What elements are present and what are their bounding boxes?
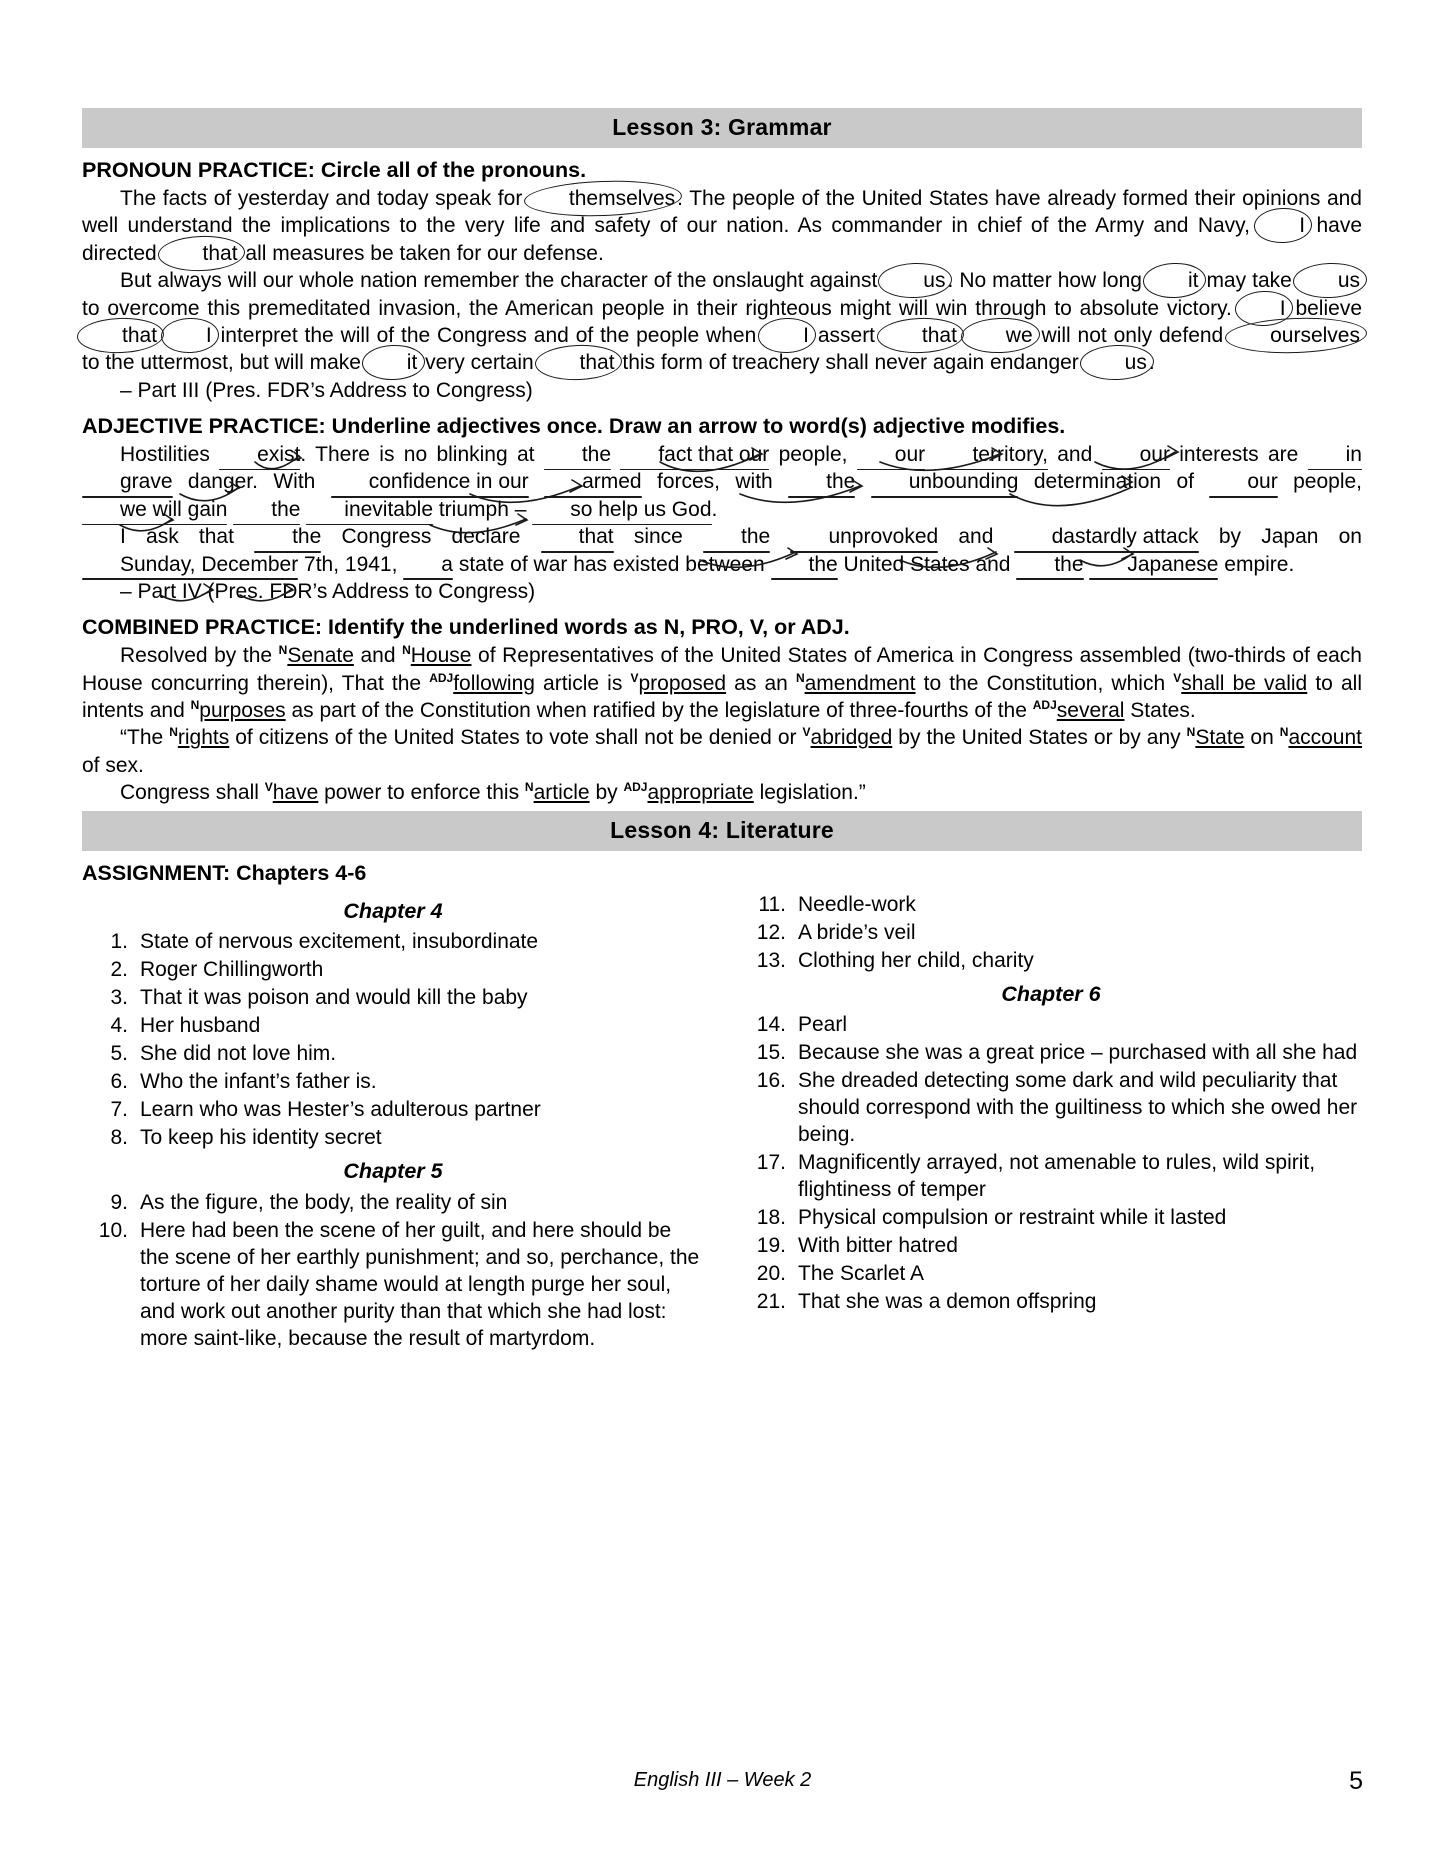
list-item [740, 892, 1362, 919]
text-run: of citizens of the United States to vote shall not be denied or [229, 726, 803, 750]
circled-pronoun: that [540, 349, 617, 376]
part-of-speech-tag: ADJ [623, 780, 648, 795]
part-of-speech-tag: N [795, 670, 805, 685]
underlined-adjective: confidence in our [331, 468, 529, 495]
underlined-adjective: our [857, 441, 925, 468]
part-of-speech-tag: N [1279, 725, 1289, 740]
underlined-adjective: we will gain [82, 496, 227, 523]
list-item-text: Needle-work [798, 892, 916, 916]
underlined-adjective: territory, [934, 441, 1047, 468]
text-run: and [1047, 443, 1102, 467]
assignment-heading: ASSIGNMENT: Chapters 4-6 [82, 860, 367, 885]
text-run [529, 470, 544, 493]
text-run [959, 324, 966, 347]
underlined-adjective: the [788, 468, 855, 495]
combined-practice-heading: COMBINED PRACTICE: Identify the underlined words as N, PRO, V, or ADJ. [82, 615, 850, 640]
text-run: people, [769, 443, 857, 467]
underlined-adjective: a [403, 551, 453, 578]
circled-pronoun: we [966, 322, 1035, 349]
list-item-text: State of nervous excitement, insubordinate [140, 930, 539, 954]
list-item-text: Physical compulsion or restraint while it lasted [798, 1206, 1227, 1230]
underlined-adjective: the [771, 551, 838, 578]
text-run: . The people of the United States have already formed their opinions and well understand the implications to the very life and safety of our nation. As commander in chief of the Army and Navy, [82, 187, 1362, 238]
part-of-speech-tag: N [169, 725, 178, 740]
text-run: to all intents and [82, 671, 1362, 723]
text-run: of Representatives of the United States of America in Congress assembled (two-thirds of each House concurring therein), That the [82, 644, 1362, 695]
list-item-number: 9. [110, 1190, 128, 1214]
list-item-number: 15. [756, 1041, 786, 1065]
underlined-adjective: fact that our [620, 441, 769, 468]
part-of-speech-tag: ADJ [429, 670, 454, 685]
text-run: danger. With [172, 470, 331, 494]
page-number: 5 [1349, 1767, 1363, 1795]
list-item-number: 1. [110, 930, 128, 954]
underlined-adjective: unbounding [871, 468, 1019, 495]
text-run: very certain [419, 351, 540, 375]
circled-pronoun: I [166, 322, 214, 349]
list-item-text: That she was a demon offspring [798, 1290, 1097, 1314]
list-item [740, 1012, 1362, 1039]
list-item [740, 1068, 1362, 1149]
answers-columns [82, 892, 1362, 1354]
text-run: and [353, 644, 403, 668]
underlined-adjective: the [1016, 551, 1083, 578]
text-run: . No matter how long [947, 269, 1148, 293]
text-run: . There is no blinking at [300, 443, 544, 467]
list-item-text: Magnificently arrayed, not amenable to rules, wild spirit, flightiness of temper [798, 1151, 1316, 1202]
list-item [740, 1150, 1362, 1204]
list-item-number: 2. [110, 958, 128, 982]
circled-pronoun: ourselves [1230, 322, 1362, 349]
page-content [82, 108, 1362, 1354]
text-run: as an [726, 671, 796, 695]
list-item [740, 948, 1362, 975]
answers-right-column [740, 892, 1362, 1354]
list-item-text: She did not love him. [140, 1042, 337, 1066]
text-run: and [938, 525, 1014, 549]
circled-pronoun: us [1085, 349, 1149, 376]
list-item [82, 1069, 704, 1096]
underlined-adjective: the [703, 523, 770, 550]
list-item-text: As the figure, the body, the reality of sin [140, 1190, 508, 1214]
circled-pronoun: themselves [529, 185, 677, 212]
list-item [82, 985, 704, 1012]
list-item [82, 1013, 704, 1040]
chapter-title: Chapter 6 [1001, 981, 1101, 1006]
underlined-adjective: the [233, 496, 300, 523]
underlined-adjective: unprovoked [790, 523, 938, 550]
underlined-word: State [1195, 726, 1245, 750]
text-run: of sex. [82, 753, 144, 777]
part-of-speech-tag: V [1173, 670, 1182, 685]
underlined-adjective: our [1102, 441, 1170, 468]
underlined-word: following [453, 671, 535, 695]
part-of-speech-tag: V [264, 780, 273, 795]
pronoun-paragraph-1 [82, 185, 1362, 267]
underlined-adjective: in [1308, 441, 1362, 468]
text-run: as part of the Constitution when ratified by the legislature of three-fourths of the [285, 699, 1033, 723]
text-run [611, 443, 620, 466]
adjective-practice-heading: ADJECTIVE PRACTICE: Underline adjectives once. Draw an arrow to word(s) adjective modifies. [82, 414, 1066, 439]
underlined-adjective: that [541, 523, 614, 550]
list-item-text: That it was poison and would kill the baby [140, 986, 528, 1010]
list-item-text: With bitter hatred [798, 1234, 958, 1258]
chapter-title: Chapter 4 [343, 898, 443, 923]
list-item-number: 5. [110, 1042, 128, 1066]
pronoun-attribution: – Part III (Pres. FDR’s Address to Congress) [120, 378, 533, 402]
underlined-word: account [1288, 726, 1363, 750]
part-of-speech-tag: N [190, 698, 200, 713]
part-of-speech-tag: N [278, 643, 288, 658]
list-item-text: Her husband [140, 1014, 261, 1038]
underlined-word: abridged [810, 726, 893, 750]
list-item-text: Roger Chillingworth [140, 958, 324, 982]
list-item [82, 929, 704, 956]
page-footer [82, 1767, 1363, 1795]
list-item-number: 3. [110, 986, 128, 1010]
underlined-adjective: Sunday, December [82, 551, 298, 578]
adjective-attribution: – Part IV (Pres. FDR’s Address to Congress) [120, 579, 536, 603]
list-item-text: She dreaded detecting some dark and wild peculiarity that should correspond with the guiltiness to which she owed her being. [798, 1069, 1358, 1147]
text-run: power to enforce this [318, 781, 525, 805]
list-item-number: 13. [756, 948, 786, 972]
underlined-adjective: our [1209, 468, 1277, 495]
list-item-number: 18. [756, 1206, 786, 1230]
underlined-word: rights [177, 726, 230, 750]
list-item-number: 4. [110, 1014, 128, 1038]
text-run: “The [120, 726, 170, 750]
part-of-speech-tag: ADJ [1032, 698, 1057, 713]
list-item [740, 1205, 1362, 1232]
text-run: have directed [82, 214, 1362, 265]
pronoun-paragraph-2 [82, 267, 1362, 377]
text-run: triumph – [433, 497, 533, 521]
adjective-paragraph-2 [82, 523, 1362, 578]
underlined-adjective: the [544, 441, 611, 468]
text-run: United States and [837, 552, 1017, 576]
list-item-text: Learn who was Hester’s adulterous partner [140, 1098, 541, 1122]
text-run: empire. [1218, 552, 1295, 576]
list-item-text: Here had been the scene of her guilt, and here should be the scene of her earthly punishment; and so, perchance, the torture of her daily shame would at length purge her soul, and work out another purity than that which she had lost: more saint-like, because the result of martyrdom. [140, 1218, 700, 1350]
text-run: assert [810, 323, 882, 347]
list-item-number: 14. [756, 1013, 786, 1037]
part-of-speech-tag: V [630, 670, 639, 685]
list-item [740, 1233, 1362, 1260]
answers-left-column [82, 892, 704, 1354]
underlined-adjective: dastardly attack [1014, 523, 1199, 550]
pronoun-practice-heading: PRONOUN PRACTICE: Circle all of the pronouns. [82, 158, 587, 182]
text-run: by the United States or by any [892, 726, 1187, 750]
underlined-word: appropriate [647, 781, 754, 805]
list-item [82, 957, 704, 984]
text-run: Hostilities [120, 443, 220, 467]
text-run: believe [1287, 296, 1362, 320]
text-run: people, [1277, 470, 1363, 494]
text-run [770, 525, 790, 548]
list-item-number: 20. [756, 1262, 786, 1286]
text-run: . [711, 497, 718, 521]
text-run: to overcome this premeditated invasion, the American people in their righteous might will win through to absolute victory. [82, 296, 1240, 320]
underlined-word: article [533, 781, 590, 805]
text-run: States. [1124, 699, 1196, 723]
text-run: forces, with [641, 470, 789, 494]
circled-pronoun: us [883, 267, 947, 294]
text-run: The facts of yesterday and today speak for [120, 187, 529, 210]
circled-pronoun: I [1259, 212, 1307, 239]
list-item-number: 11. [758, 892, 786, 916]
combined-paragraph-2 [82, 724, 1362, 779]
list-item-number: 19. [756, 1234, 786, 1258]
text-run: this form of treachery shall never again endanger [616, 351, 1085, 375]
underlined-adjective: grave [82, 468, 173, 495]
text-run: article is [534, 671, 631, 695]
text-run [855, 470, 870, 493]
text-run: determination of [1018, 470, 1210, 494]
text-run: interpret the will of the Congress and of the people when [213, 323, 764, 347]
text-run: by Japan on [1198, 525, 1362, 549]
text-run: by [589, 781, 624, 805]
list-item [740, 1261, 1362, 1288]
text-run: to the uttermost, but will make [82, 351, 367, 375]
underlined-adjective: inevitable [306, 496, 433, 523]
underlined-adjective: so help us God [532, 496, 711, 523]
list-item [740, 920, 1362, 947]
text-run: Congress declare [321, 525, 541, 549]
list-item [82, 1097, 704, 1124]
lesson3-section-bar: Lesson 3: Grammar [82, 108, 1362, 148]
part-of-speech-tag: V [802, 725, 811, 740]
part-of-speech-tag: N [402, 643, 411, 658]
footer-course-label: English III – Week 2 [633, 1769, 812, 1791]
text-run: interests are [1169, 443, 1308, 467]
list-item-text: Clothing her child, charity [798, 948, 1034, 972]
underlined-word: several [1056, 699, 1125, 723]
text-run: Resolved by the [120, 644, 279, 668]
underlined-adjective: armed [544, 468, 642, 495]
underlined-word: have [272, 781, 319, 805]
list-item-text: To keep his identity secret [140, 1126, 382, 1150]
answer-list-right [740, 892, 1362, 1316]
list-item-number: 17. [756, 1151, 786, 1175]
list-item [82, 1190, 704, 1217]
list-item-text: Because she was a great price – purchased with all she had [798, 1041, 1358, 1065]
circled-pronoun: I [1240, 295, 1288, 322]
lesson4-section-bar: Lesson 4: Literature [82, 811, 1362, 851]
text-run: since [613, 525, 704, 549]
text-run: will not only defend [1034, 323, 1231, 347]
chapter-title: Chapter 5 [343, 1159, 443, 1184]
text-run: to the Constitution, which [915, 671, 1174, 695]
combined-paragraph-3 [82, 779, 1362, 806]
list-item-number: 8. [110, 1126, 128, 1150]
list-item-number: 7. [110, 1098, 128, 1122]
list-item-text: Who the infant’s father is. [140, 1070, 377, 1094]
underlined-word: House [410, 644, 472, 668]
list-item-text: Pearl [798, 1013, 848, 1037]
circled-pronoun: I [763, 322, 811, 349]
underlined-adjective: Japanese [1089, 551, 1218, 578]
list-item [82, 1125, 704, 1152]
text-run: 7th, 1941, [298, 552, 404, 576]
underlined-adjective: exist [219, 441, 300, 468]
list-item-text: The Scarlet A [798, 1262, 925, 1286]
text-run: on [1244, 726, 1280, 750]
list-item-number: 21. [756, 1290, 786, 1314]
list-item-number: 16. [756, 1069, 786, 1093]
circled-pronoun: us [1298, 267, 1362, 294]
list-item [740, 1040, 1362, 1067]
text-run: legislation.” [753, 781, 866, 805]
underlined-adjective: the [254, 523, 321, 550]
list-item-number: 10. [98, 1218, 128, 1242]
text-run: state of war has existed between [452, 552, 771, 576]
list-item-number: 12. [756, 920, 786, 944]
underlined-word: Senate [287, 644, 354, 668]
combined-paragraph-1 [82, 642, 1362, 724]
circled-pronoun: that [163, 240, 240, 267]
text-run: may take [1200, 269, 1298, 293]
text-run [925, 443, 934, 466]
list-item [82, 1218, 704, 1353]
adjective-paragraph-1 [82, 441, 1362, 523]
underlined-word: amendment [804, 671, 916, 695]
part-of-speech-tag: N [1186, 725, 1196, 740]
underlined-word: shall be valid [1181, 671, 1308, 695]
text-run: But always will our whole nation remember the character of the onslaught against [120, 269, 884, 293]
underlined-word: purposes [199, 699, 286, 723]
text-run: Congress shall [120, 781, 265, 805]
text-run [159, 324, 166, 347]
answer-list-left [82, 898, 704, 1353]
circled-pronoun: that [882, 322, 959, 349]
text-run: all measures be taken for our defense. [239, 241, 604, 265]
part-of-speech-tag: N [524, 780, 534, 795]
circled-pronoun: that [82, 322, 159, 349]
list-item-text: A bride’s veil [798, 920, 916, 944]
list-item-number: 6. [110, 1070, 128, 1094]
circled-pronoun: it [1148, 267, 1201, 294]
list-item [740, 1289, 1362, 1316]
circled-pronoun: it [367, 349, 420, 376]
text-run: . [1148, 351, 1155, 375]
underlined-word: proposed [638, 671, 727, 695]
text-run: I ask that [120, 525, 255, 549]
list-item [82, 1041, 704, 1068]
